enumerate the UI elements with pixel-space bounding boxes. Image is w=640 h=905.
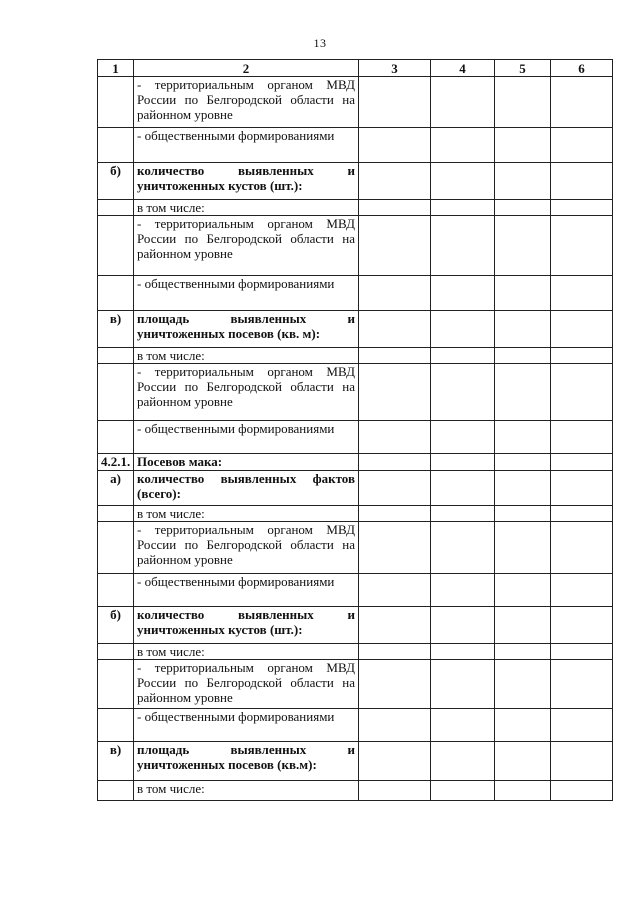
- value-cell: [495, 574, 551, 607]
- value-cell: [359, 364, 431, 421]
- table-row: [98, 574, 613, 607]
- value-cell: [431, 311, 495, 348]
- value-cell: [431, 522, 495, 574]
- table-row: [98, 709, 613, 742]
- row-number-cell: [98, 660, 134, 709]
- row-number-cell: в): [98, 742, 134, 781]
- value-cell: [431, 454, 495, 471]
- value-cell: [359, 216, 431, 276]
- table-row: [98, 607, 613, 644]
- indicator-label-cell: в том числе:: [134, 781, 359, 801]
- value-cell: [359, 348, 431, 364]
- table-row: [98, 276, 613, 311]
- row-number-cell: [98, 644, 134, 660]
- value-cell: [431, 506, 495, 522]
- value-cell: [359, 660, 431, 709]
- value-cell: [495, 709, 551, 742]
- value-cell: [431, 709, 495, 742]
- indicator-label-cell: - общественными формированиями: [134, 574, 359, 607]
- indicator-label-cell: количество выявленных и уничтоженных кустов (шт.):: [134, 607, 359, 644]
- value-cell: [551, 216, 613, 276]
- value-cell: [551, 276, 613, 311]
- indicator-label-cell: - общественными формированиями: [134, 276, 359, 311]
- value-cell: [431, 781, 495, 801]
- column-header: 1: [98, 60, 134, 77]
- value-cell: [551, 454, 613, 471]
- value-cell: [551, 421, 613, 454]
- value-cell: [495, 348, 551, 364]
- value-cell: [495, 506, 551, 522]
- value-cell: [431, 644, 495, 660]
- value-cell: [359, 574, 431, 607]
- indicator-label-cell: Посевов мака:: [134, 454, 359, 471]
- table-row: [98, 311, 613, 348]
- indicator-label-cell: - территориальным органом МВД России по Белгородской области на районном уровне: [134, 364, 359, 421]
- table-row: [98, 200, 613, 216]
- value-cell: [551, 506, 613, 522]
- value-cell: [495, 216, 551, 276]
- value-cell: [431, 77, 495, 128]
- value-cell: [495, 364, 551, 421]
- table-body: [98, 77, 613, 801]
- indicator-label-cell: в том числе:: [134, 506, 359, 522]
- value-cell: [359, 454, 431, 471]
- value-cell: [551, 128, 613, 163]
- row-number-cell: а): [98, 471, 134, 506]
- value-cell: [551, 348, 613, 364]
- value-cell: [495, 311, 551, 348]
- value-cell: [551, 742, 613, 781]
- value-cell: [495, 128, 551, 163]
- row-number-cell: в): [98, 311, 134, 348]
- value-cell: [495, 471, 551, 506]
- value-cell: [431, 742, 495, 781]
- value-cell: [495, 644, 551, 660]
- value-cell: [495, 454, 551, 471]
- value-cell: [359, 644, 431, 660]
- row-number-cell: [98, 709, 134, 742]
- indicator-label-cell: - территориальным органом МВД России по Белгородской области на районном уровне: [134, 216, 359, 276]
- indicator-label-cell: площадь выявленных и уничтоженных посевов (кв. м):: [134, 311, 359, 348]
- row-number-cell: [98, 348, 134, 364]
- value-cell: [495, 742, 551, 781]
- row-number-cell: [98, 216, 134, 276]
- table-row: [98, 128, 613, 163]
- row-number-cell: [98, 421, 134, 454]
- value-cell: [495, 660, 551, 709]
- indicator-label-cell: - территориальным органом МВД России по Белгородской области на районном уровне: [134, 660, 359, 709]
- header-row: [98, 60, 613, 77]
- table-row: [98, 77, 613, 128]
- table-row: [98, 163, 613, 200]
- value-cell: [551, 709, 613, 742]
- value-cell: [431, 471, 495, 506]
- value-cell: [551, 607, 613, 644]
- value-cell: [495, 522, 551, 574]
- value-cell: [431, 660, 495, 709]
- table-row: [98, 644, 613, 660]
- value-cell: [359, 276, 431, 311]
- indicator-label-cell: - общественными формированиями: [134, 421, 359, 454]
- value-cell: [495, 77, 551, 128]
- row-number-cell: 4.2.1.: [98, 454, 134, 471]
- table-row: [98, 522, 613, 574]
- value-cell: [359, 128, 431, 163]
- value-cell: [431, 276, 495, 311]
- value-cell: [431, 421, 495, 454]
- row-number-cell: [98, 200, 134, 216]
- value-cell: [431, 364, 495, 421]
- report-table: [97, 59, 613, 801]
- table-row: [98, 742, 613, 781]
- value-cell: [495, 200, 551, 216]
- table-row: [98, 454, 613, 471]
- page-number: 13: [313, 36, 327, 50]
- value-cell: [551, 77, 613, 128]
- indicator-label-cell: площадь выявленных и уничтоженных посевов (кв.м):: [134, 742, 359, 781]
- value-cell: [359, 709, 431, 742]
- row-number-cell: [98, 781, 134, 801]
- column-header: 3: [359, 60, 431, 77]
- value-cell: [359, 742, 431, 781]
- indicator-label-cell: - общественными формированиями: [134, 709, 359, 742]
- row-number-cell: [98, 506, 134, 522]
- column-header: 4: [431, 60, 495, 77]
- value-cell: [431, 607, 495, 644]
- value-cell: [551, 364, 613, 421]
- value-cell: [431, 163, 495, 200]
- value-cell: [495, 607, 551, 644]
- value-cell: [359, 471, 431, 506]
- indicator-label-cell: в том числе:: [134, 644, 359, 660]
- row-number-cell: [98, 522, 134, 574]
- value-cell: [551, 644, 613, 660]
- value-cell: [551, 522, 613, 574]
- value-cell: [359, 506, 431, 522]
- value-cell: [551, 200, 613, 216]
- value-cell: [359, 421, 431, 454]
- value-cell: [551, 311, 613, 348]
- row-number-cell: б): [98, 163, 134, 200]
- table-row: [98, 506, 613, 522]
- table-row: [98, 421, 613, 454]
- row-number-cell: [98, 276, 134, 311]
- value-cell: [431, 348, 495, 364]
- indicator-label-cell: количество выявленных и уничтоженных кустов (шт.):: [134, 163, 359, 200]
- value-cell: [359, 781, 431, 801]
- table-row: [98, 660, 613, 709]
- value-cell: [551, 163, 613, 200]
- table-row: [98, 216, 613, 276]
- indicator-label-cell: - территориальным органом МВД России по Белгородской области на районном уровне: [134, 77, 359, 128]
- value-cell: [495, 276, 551, 311]
- value-cell: [359, 311, 431, 348]
- value-cell: [431, 574, 495, 607]
- value-cell: [359, 522, 431, 574]
- indicator-label-cell: количество выявленных фактов (всего):: [134, 471, 359, 506]
- value-cell: [359, 200, 431, 216]
- value-cell: [359, 77, 431, 128]
- row-number-cell: [98, 574, 134, 607]
- table-row: [98, 471, 613, 506]
- row-number-cell: [98, 77, 134, 128]
- row-number-cell: [98, 128, 134, 163]
- value-cell: [359, 607, 431, 644]
- value-cell: [551, 660, 613, 709]
- column-header: 6: [551, 60, 613, 77]
- value-cell: [495, 781, 551, 801]
- row-number-cell: [98, 364, 134, 421]
- indicator-label-cell: в том числе:: [134, 348, 359, 364]
- value-cell: [495, 421, 551, 454]
- value-cell: [431, 216, 495, 276]
- indicator-label-cell: - территориальным органом МВД России по Белгородской области на районном уровне: [134, 522, 359, 574]
- column-header: 5: [495, 60, 551, 77]
- value-cell: [551, 471, 613, 506]
- value-cell: [551, 781, 613, 801]
- row-number-cell: б): [98, 607, 134, 644]
- indicator-label-cell: в том числе:: [134, 200, 359, 216]
- indicator-label-cell: - общественными формированиями: [134, 128, 359, 163]
- value-cell: [551, 574, 613, 607]
- table-row: [98, 781, 613, 801]
- value-cell: [359, 163, 431, 200]
- value-cell: [431, 200, 495, 216]
- table-row: [98, 364, 613, 421]
- value-cell: [431, 128, 495, 163]
- value-cell: [495, 163, 551, 200]
- column-header: 2: [134, 60, 359, 77]
- table-row: [98, 348, 613, 364]
